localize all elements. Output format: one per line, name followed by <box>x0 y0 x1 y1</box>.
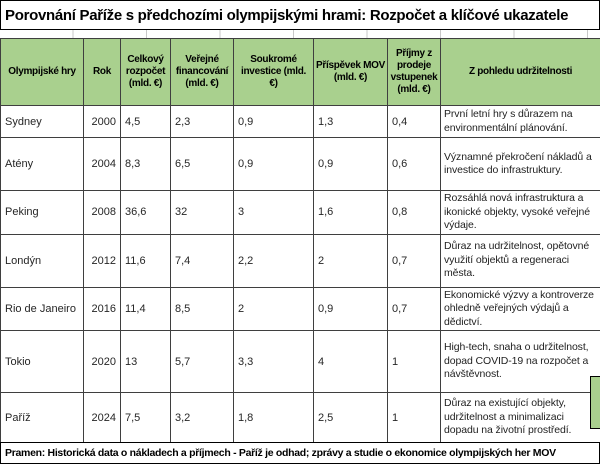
cell-year: 2020 <box>84 331 121 393</box>
cell-year: 2016 <box>84 287 121 331</box>
cell-total-budget: 4,5 <box>121 106 171 138</box>
cell-sustainability: Významné překročení nákladů a investice do infrastruktury. <box>441 138 600 191</box>
cell-ticket-revenue: 1 <box>388 331 441 393</box>
cell-ticket-revenue: 0,8 <box>388 191 441 235</box>
cell-ioc-contribution: 2 <box>314 234 388 287</box>
cell-ioc-contribution: 4 <box>314 331 388 393</box>
cell-sustainability: Ekonomické výzvy a kontroverze ohledně veřejných výdajů a dědictví. <box>441 287 600 331</box>
cell-sustainability: Rozsáhlá nová infrastruktura a ikonické objekty, vysoké veřejné výdaje. <box>441 191 600 235</box>
cell-year: 2024 <box>84 393 121 443</box>
cell-private-investment: 3,3 <box>234 331 314 393</box>
cell-public-financing: 32 <box>171 191 234 235</box>
cell-public-financing: 5,7 <box>171 331 234 393</box>
green-cell-fragment <box>590 376 600 429</box>
cell-total-budget: 13 <box>121 331 171 393</box>
cell-ticket-revenue: 0,4 <box>388 106 441 138</box>
cell-private-investment: 0,9 <box>234 138 314 191</box>
column-header-ticket-revenue: Příjmy z prodeje vstupenek (mld. €) <box>388 39 441 106</box>
cell-year: 2012 <box>84 234 121 287</box>
column-header-ioc-contribution: Příspěvek MOV (mld. €) <box>314 39 388 106</box>
grid-spacer-top <box>0 30 600 38</box>
cell-games: Sydney <box>1 106 84 138</box>
cell-games: Paříž <box>1 393 84 443</box>
cell-ioc-contribution: 0,9 <box>314 138 388 191</box>
column-header-sustainability: Z pohledu udržitelnosti <box>441 39 600 106</box>
cell-year: 2004 <box>84 138 121 191</box>
cell-games: Atény <box>1 138 84 191</box>
cell-private-investment: 0,9 <box>234 106 314 138</box>
cell-private-investment: 2,2 <box>234 234 314 287</box>
table-row <box>1 138 600 191</box>
cell-ioc-contribution: 1,3 <box>314 106 388 138</box>
cell-private-investment: 2 <box>234 287 314 331</box>
cell-year: 2000 <box>84 106 121 138</box>
cell-total-budget: 8,3 <box>121 138 171 191</box>
column-header-games: Olympijské hry <box>1 39 84 106</box>
table-row <box>1 106 600 138</box>
cell-ticket-revenue: 0,6 <box>388 138 441 191</box>
olympics-comparison-table <box>0 38 600 443</box>
cell-year: 2008 <box>84 191 121 235</box>
cell-private-investment: 3 <box>234 191 314 235</box>
source-note: Pramen: Historická data o nákladech a příjmech - Paříž je odhad; zprávy a studie o ekonomice olympijských her MOV <box>0 442 600 464</box>
column-header-private-investment: Soukromé investice (mld. €) <box>234 39 314 106</box>
cell-public-financing: 8,5 <box>171 287 234 331</box>
table-row <box>1 287 600 331</box>
cell-public-financing: 7,4 <box>171 234 234 287</box>
table-row <box>1 191 600 235</box>
column-header-total-budget: Celkový rozpočet (mld. €) <box>121 39 171 106</box>
cell-games: Rio de Janeiro <box>1 287 84 331</box>
table-row <box>1 393 600 443</box>
table-header-row <box>1 39 600 106</box>
cell-public-financing: 3,2 <box>171 393 234 443</box>
cell-sustainability: Důraz na udržitelnost, opětovné využití objektů a regeneraci města. <box>441 234 600 287</box>
cell-games: Peking <box>1 191 84 235</box>
cell-ioc-contribution: 0,9 <box>314 287 388 331</box>
cell-total-budget: 11,6 <box>121 234 171 287</box>
table-row <box>1 331 600 393</box>
cell-ticket-revenue: 1 <box>388 393 441 443</box>
cell-ioc-contribution: 1,6 <box>314 191 388 235</box>
page-title: Porovnání Paříže s předchozími olympijskými hrami: Rozpočet a klíčové ukazatele <box>0 0 600 30</box>
cell-ioc-contribution: 2,5 <box>314 393 388 443</box>
cell-sustainability: První letní hry s důrazem na environmentální plánování. <box>441 106 600 138</box>
cell-total-budget: 7,5 <box>121 393 171 443</box>
cell-sustainability: High-tech, snaha o udržitelnost, dopad COVID-19 na rozpočet a návštěvnost. <box>441 331 600 393</box>
cell-ticket-revenue: 0,7 <box>388 234 441 287</box>
cell-public-financing: 6,5 <box>171 138 234 191</box>
table-row <box>1 234 600 287</box>
column-header-public-financing: Veřejné financování (mld. €) <box>171 39 234 106</box>
cell-sustainability: Důraz na existující objekty, udržitelnost a minimalizaci dopadu na životní prostředí. <box>441 393 600 443</box>
cell-games: Tokio <box>1 331 84 393</box>
cell-private-investment: 1,8 <box>234 393 314 443</box>
cell-ticket-revenue: 0,7 <box>388 287 441 331</box>
cell-total-budget: 11,4 <box>121 287 171 331</box>
column-header-year: Rok <box>84 39 121 106</box>
cell-games: Londýn <box>1 234 84 287</box>
cell-public-financing: 2,3 <box>171 106 234 138</box>
cell-total-budget: 36,6 <box>121 191 171 235</box>
